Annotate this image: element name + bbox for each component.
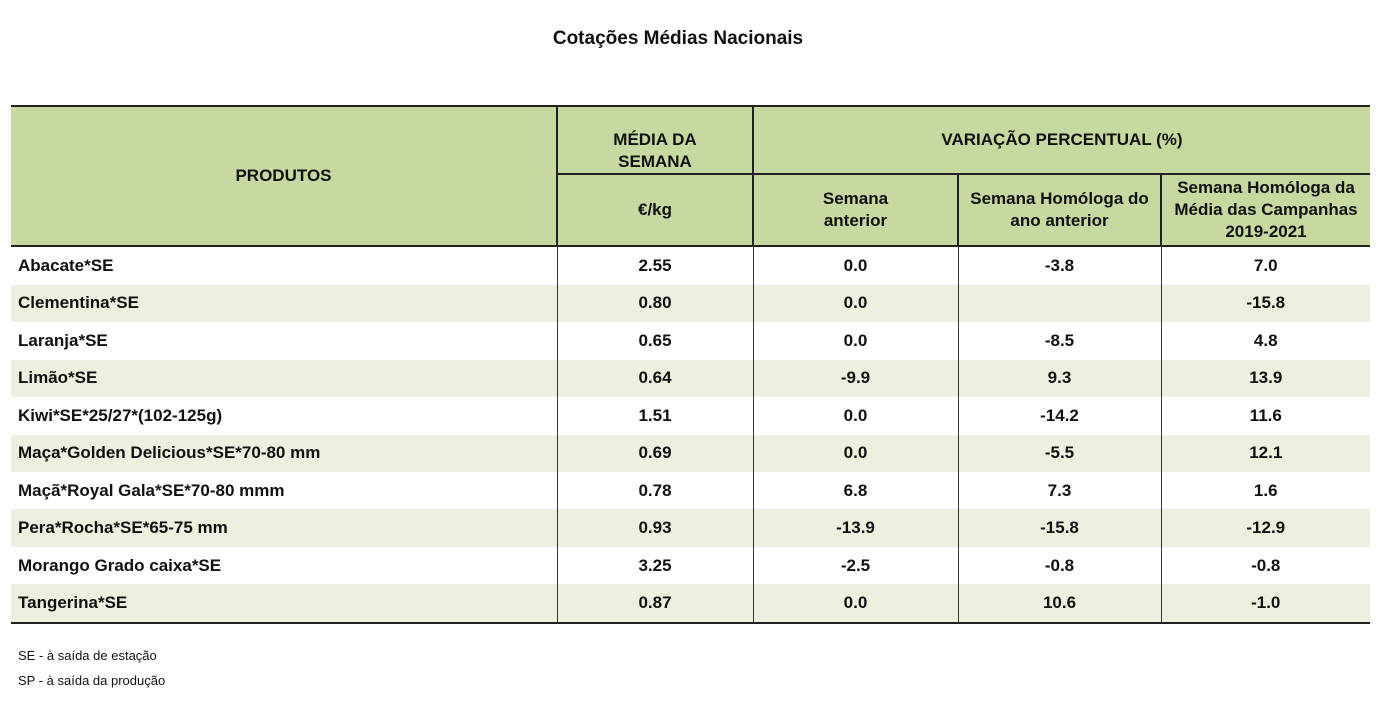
cell-produto: Maçã*Royal Gala*SE*70-80 mmm — [11, 472, 557, 509]
table-row — [11, 435, 1370, 472]
cell-anterior: 0.0 — [753, 285, 958, 322]
cell-homologa-media: 13.9 — [1161, 360, 1370, 397]
cell-homologa-ano: -0.8 — [958, 547, 1161, 584]
header-homologa-media: Semana Homóloga da Média das Campanhas 2019-2021 — [1161, 174, 1370, 246]
cell-produto: Kiwi*SE*25/27*(102-125g) — [11, 397, 557, 434]
cell-produto: Maça*Golden Delicious*SE*70-80 mm — [11, 435, 557, 472]
cell-homologa-ano: 9.3 — [958, 360, 1161, 397]
page-title: Cotações Médias Nacionais — [552, 28, 804, 49]
table-row — [11, 472, 1370, 509]
footnote-sp: SP - à saída da produção — [18, 673, 166, 688]
cell-media: 2.55 — [557, 246, 753, 285]
table-row — [11, 322, 1370, 359]
cell-anterior: -2.5 — [753, 547, 958, 584]
cell-anterior: -9.9 — [753, 360, 958, 397]
cell-produto: Morango Grado caixa*SE — [11, 547, 557, 584]
cell-anterior: 0.0 — [753, 246, 958, 285]
header-semana-anterior: Semana anterior — [753, 174, 958, 246]
price-table — [11, 105, 1370, 624]
footnotes — [18, 643, 165, 693]
cell-media: 0.78 — [557, 472, 753, 509]
cell-homologa-media: 7.0 — [1161, 246, 1370, 285]
cell-produto: Clementina*SE — [11, 285, 557, 322]
cell-homologa-ano: 7.3 — [958, 472, 1161, 509]
table-row — [11, 584, 1370, 622]
cell-anterior: -13.9 — [753, 509, 958, 546]
cell-homologa-media: -1.0 — [1161, 584, 1370, 622]
cell-produto: Abacate*SE — [11, 246, 557, 285]
cell-produto: Pera*Rocha*SE*65-75 mm — [11, 509, 557, 546]
cell-homologa-ano: 10.6 — [958, 584, 1161, 622]
cell-produto: Laranja*SE — [11, 322, 557, 359]
table-row — [11, 285, 1370, 322]
cell-homologa-media: -0.8 — [1161, 547, 1370, 584]
cell-media: 0.64 — [557, 360, 753, 397]
cell-homologa-media: -12.9 — [1161, 509, 1370, 546]
cell-anterior: 6.8 — [753, 472, 958, 509]
cell-media: 0.93 — [557, 509, 753, 546]
cell-media: 0.87 — [557, 584, 753, 622]
cell-anterior: 0.0 — [753, 322, 958, 359]
cell-media: 3.25 — [557, 547, 753, 584]
table-row — [11, 547, 1370, 584]
cell-produto: Tangerina*SE — [11, 584, 557, 622]
cell-homologa-ano: -3.8 — [958, 246, 1161, 285]
header-media-line2: SEMANA — [618, 152, 692, 171]
header-variacao: VARIAÇÃO PERCENTUAL (%) — [753, 107, 1370, 174]
table-row — [11, 360, 1370, 397]
cell-produto: Limão*SE — [11, 360, 557, 397]
cell-anterior: 0.0 — [753, 397, 958, 434]
cell-homologa-media: 1.6 — [1161, 472, 1370, 509]
cell-media: 0.80 — [557, 285, 753, 322]
cell-homologa-media: 4.8 — [1161, 322, 1370, 359]
footnote-se: SE - à saída de estação — [18, 648, 157, 663]
cell-anterior: 0.0 — [753, 584, 958, 622]
cell-homologa-ano: -5.5 — [958, 435, 1161, 472]
cell-media: 0.65 — [557, 322, 753, 359]
cell-homologa-media: 12.1 — [1161, 435, 1370, 472]
header-homologa-ano: Semana Homóloga do ano anterior — [958, 174, 1161, 246]
cell-homologa-media: -15.8 — [1161, 285, 1370, 322]
cell-homologa-ano: -8.5 — [958, 322, 1161, 359]
table-row — [11, 509, 1370, 546]
cell-homologa-media: 11.6 — [1161, 397, 1370, 434]
header-unit: €/kg — [557, 174, 753, 246]
header-media-semana — [557, 107, 753, 174]
cell-media: 0.69 — [557, 435, 753, 472]
cell-anterior: 0.0 — [753, 435, 958, 472]
table-body — [11, 246, 1370, 622]
cell-homologa-ano: -15.8 — [958, 509, 1161, 546]
cell-homologa-ano: -14.2 — [958, 397, 1161, 434]
header-media-line1: MÉDIA DA — [613, 130, 697, 149]
table-row — [11, 397, 1370, 434]
header-produtos: PRODUTOS — [11, 107, 557, 246]
table-row — [11, 246, 1370, 285]
cell-media: 1.51 — [557, 397, 753, 434]
cell-homologa-ano — [958, 285, 1161, 322]
